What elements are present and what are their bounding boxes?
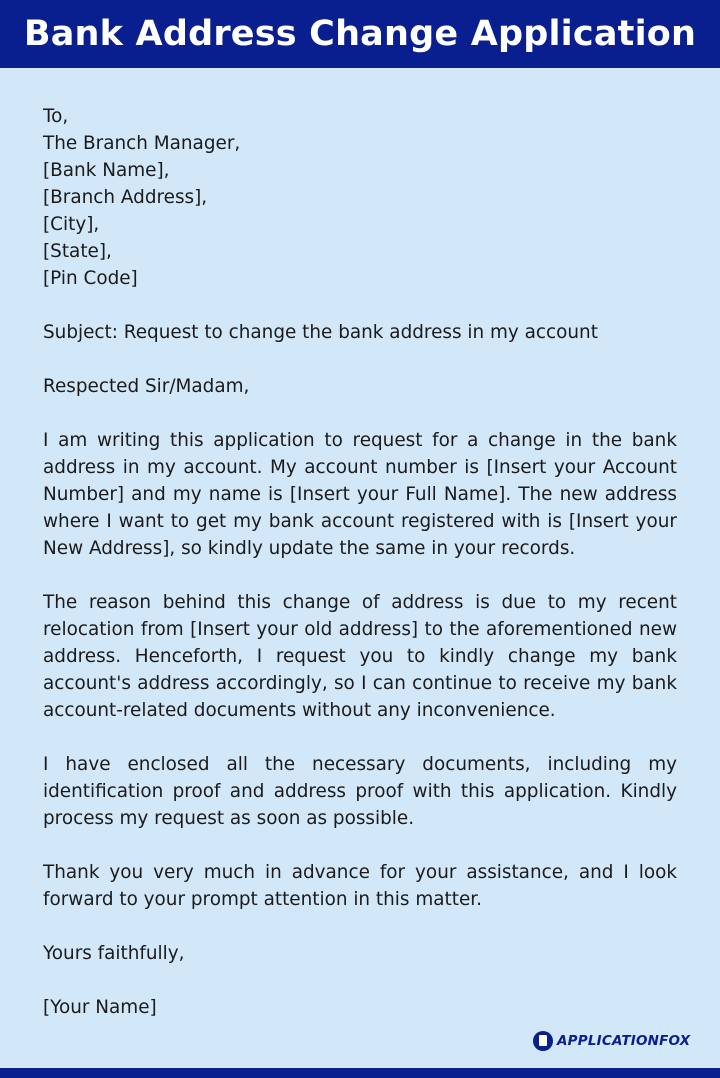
address-line: To, (43, 106, 69, 127)
recipient-address (43, 103, 677, 292)
address-line: [Pin Code] (43, 268, 138, 289)
address-line: [Bank Name], (43, 160, 170, 181)
paragraph-documents: I have enclosed all the necessary documents, including my identification proof and address proof with this application. Kindly process my request as soon as possible. (43, 754, 677, 829)
address-line: [City], (43, 214, 100, 235)
paragraph-request: I am writing this application to request for a change in the bank address in my account. My account number is [Insert your Account Number] and my name is [Insert your Full Name]. The new address where I want to get my bank account registered with is [Insert your New Address], so kindly update the same in your records. (43, 430, 677, 559)
page-title: Bank Address Change Application (23, 14, 697, 54)
subject-line: Subject: Request to change the bank address in my account (43, 322, 598, 343)
closing: Yours faithfully, (43, 943, 185, 964)
header-banner (0, 0, 720, 68)
salutation: Respected Sir/Madam, (43, 376, 250, 397)
address-line: The Branch Manager, (43, 133, 241, 154)
document-icon (533, 1031, 553, 1051)
paragraph-thanks: Thank you very much in advance for your assistance, and I look forward to your prompt attention in this matter. (43, 862, 677, 910)
signature-name: [Your Name] (43, 997, 157, 1018)
footer-bar (0, 1068, 720, 1078)
address-line: [Branch Address], (43, 187, 208, 208)
applicationfox-logo (533, 1031, 690, 1051)
logo-text: APPLICATIONFOX (557, 1033, 691, 1049)
letter-body (43, 103, 677, 1021)
address-line: [State], (43, 241, 112, 262)
paragraph-reason: The reason behind this change of address is due to my recent relocation from [Insert your old address] to the aforementioned new address. Henceforth, I request you to kindly change my bank account's address accordingly, so I can continue to receive my bank account-related documents without any inconvenience. (43, 592, 677, 721)
